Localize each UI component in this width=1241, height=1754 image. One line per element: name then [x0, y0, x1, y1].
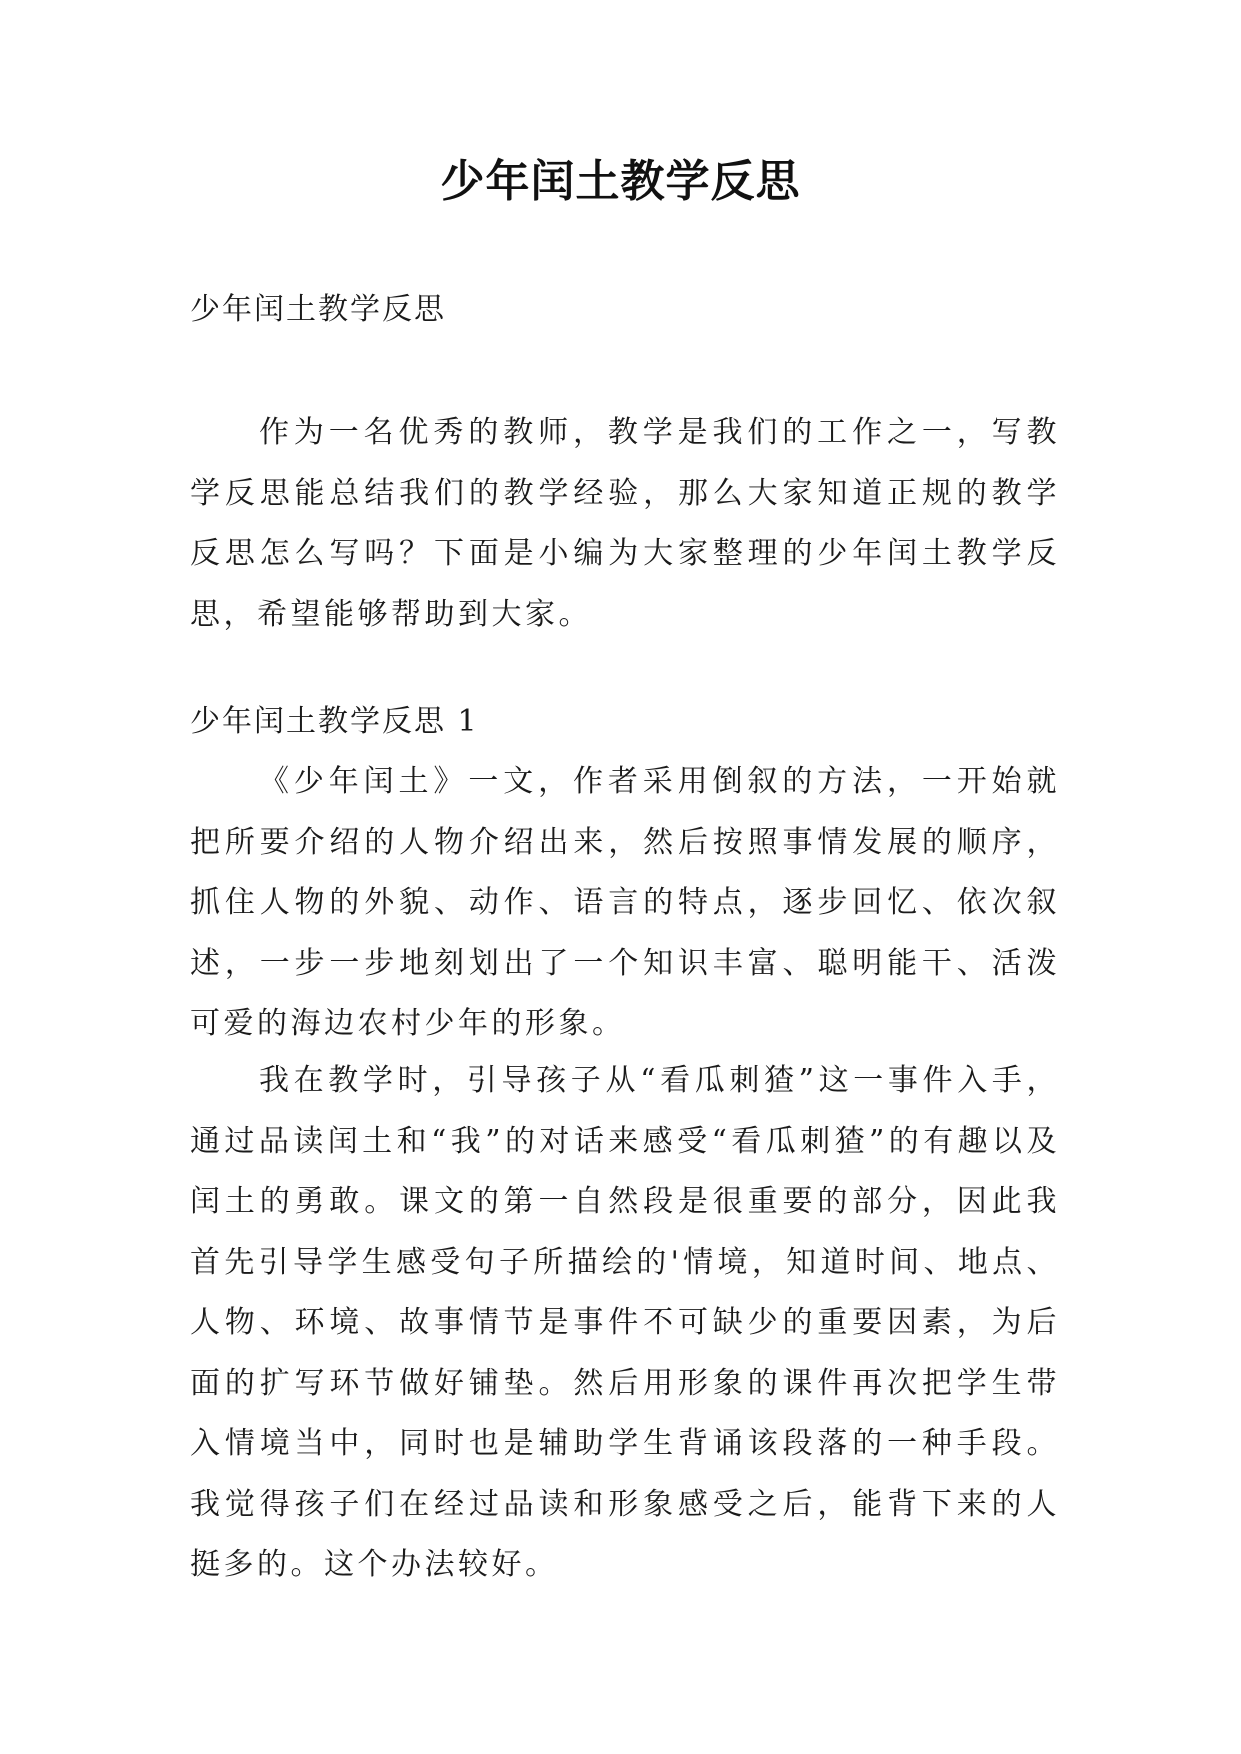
section-heading: 少年闰土教学反思 1	[190, 704, 479, 739]
body-paragraph-1: 《少年闰土》一文，作者采用倒叙的方法，一开始就把所要介绍的人物介绍出来，然后按照事情发展的顺序，抓住人物的外貌、动作、语言的特点，逐步回忆、依次叙述，一步一步地刻划出了一个知识丰富、聪明能干、活泼可爱的海边农村少年的形象。	[190, 764, 1060, 1041]
document-subtitle: 少年闰土教学反思	[190, 292, 446, 327]
page-title: 少年闰土教学反思	[440, 156, 801, 207]
intro-paragraph: 作为一名优秀的教师，教学是我们的工作之一，写教学反思能总结我们的教学经验，那么大家知道正规的教学反思怎么写吗？下面是小编为大家整理的少年闰土教学反思，希望能够帮助到大家。	[190, 415, 1060, 632]
body-paragraph-2: 我在教学时，引导孩子从“看瓜刺猹”这一事件入手，通过品读闰土和“我”的对话来感受“看瓜刺猹”的有趣以及闰土的勇敢。课文的第一自然段是很重要的部分，因此我首先引导学生感受句子所描绘的'情境，知道时间、地点、人物、环境、故事情节是事件不可缺少的重要因素，为后面的扩写环节做好铺垫。然后用形象的课件再次把学生带入情境当中，同时也是辅助学生背诵该段落的一种手段。我觉得孩子们在经过品读和形象感受之后，能背下来的人挺多的。这个办法较好。	[190, 1063, 1060, 1582]
